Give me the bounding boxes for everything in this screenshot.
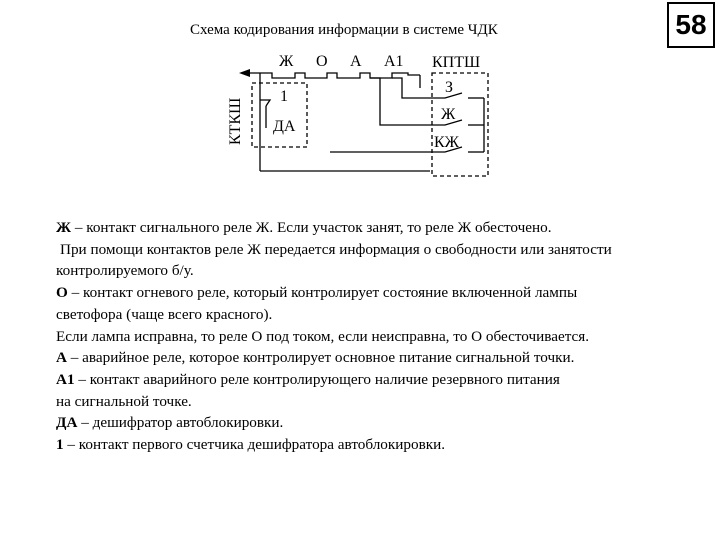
label-a-top: А (350, 53, 362, 70)
coding-scheme-diagram (0, 0, 720, 215)
text-line: А – аварийное реле, которое контролирует основное питание сигнальной точки. (56, 349, 575, 367)
label-da: ДА (273, 118, 296, 135)
text-line: светофора (чаще всего красного). (56, 305, 273, 323)
label-zh-right: Ж (441, 106, 456, 123)
text-line: О – контакт огневого реле, который контролирует состояние включенной лампы (56, 284, 578, 302)
label-z: З (445, 79, 454, 96)
wire-a1 (392, 78, 430, 98)
text-line: на сигнальной точке. (56, 392, 192, 410)
text-line: контролируемого б/у. (56, 262, 194, 280)
text-line: ДА – дешифратор автоблокировки. (56, 414, 284, 432)
text-line: 1 – контакт первого счетчика дешифратора автоблокировки. (56, 436, 446, 454)
text-line: А1 – контакт аварийного реле контролирующего наличие резервного питания (56, 370, 560, 388)
label-o-top: О (316, 53, 328, 70)
text-line: При помощи контактов реле Ж передается информация о свободности или занятости (60, 240, 612, 258)
label-zh-top: Ж (279, 53, 294, 70)
description-text (56, 217, 716, 456)
text-line: Если лампа исправна, то реле О под током, если неисправна, то О обесточивается. (56, 327, 590, 345)
label-one: 1 (280, 88, 288, 105)
arrow-left-head (239, 69, 250, 77)
label-a1-top: А1 (384, 53, 404, 70)
label-kzh: КЖ (434, 134, 460, 151)
label-kptsh: КПТШ (432, 54, 481, 71)
label-ktksh: КТКШ (227, 97, 244, 145)
page-number-badge: 58 (667, 2, 715, 48)
contact-one (260, 100, 270, 106)
top-circuit-line (249, 73, 420, 78)
wire-a (370, 78, 430, 125)
slide-title: Схема кодирования информации в системе ЧДК (190, 22, 498, 38)
text-line: Ж – контакт сигнального реле Ж. Если участок занят, то реле Ж обесточено. (56, 219, 552, 236)
